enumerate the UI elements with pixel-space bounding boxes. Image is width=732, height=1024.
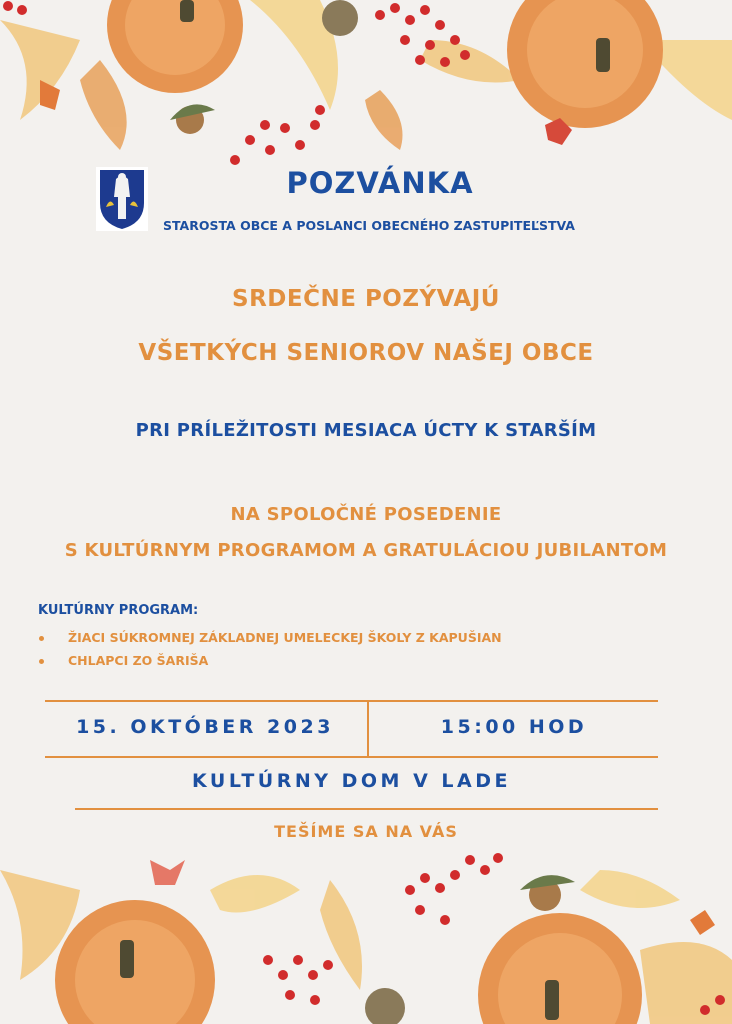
- program-list: [38, 626, 502, 672]
- invitation-title: POZVÁNKA: [286, 166, 474, 200]
- event-line-2: S KULTÚRNYM PROGRAMOM A GRATULÁCIOU JUBILANTOM: [64, 540, 668, 561]
- invite-line-1: SRDEČNE POZÝVAJÚ: [232, 286, 500, 312]
- occasion-line: PRI PRÍLEŽITOSTI MESIACA ÚCTY K STARŠÍM: [135, 420, 597, 441]
- program-item: ŽIACI SÚKROMNEJ ZÁKLADNEJ UMELECKEJ ŠKOLY Z KAPUŠIAN: [38, 626, 502, 649]
- program-item: CHLAPCI ZO ŠARIŠA: [38, 649, 502, 672]
- invite-line-2: VŠETKÝCH SENIOROV NAŠEJ OBCE: [138, 340, 594, 366]
- organizer-subtitle: STAROSTA OBCE A POSLANCI OBECNÉHO ZASTUPITEĽSTVA: [163, 218, 575, 233]
- closing-line: TEŠÍME SA NA VÁS: [274, 822, 458, 841]
- program-heading: KULTÚRNY PROGRAM:: [38, 603, 199, 618]
- divider-top: [45, 700, 658, 702]
- event-venue: KULTÚRNY DOM V LADE: [192, 770, 511, 792]
- divider-bottom: [75, 808, 658, 810]
- autumn-foliage-top-decoration: [0, 0, 732, 190]
- event-time: 15:00 HOD: [440, 716, 588, 738]
- village-coat-of-arms-icon: [96, 167, 148, 231]
- autumn-foliage-bottom-decoration: [0, 830, 732, 1024]
- event-line-1: NA SPOLOČNÉ POSEDENIE: [230, 504, 502, 525]
- event-date: 15. OKTÓBER 2023: [76, 716, 334, 738]
- divider-middle: [45, 756, 658, 758]
- divider-vertical: [367, 700, 369, 756]
